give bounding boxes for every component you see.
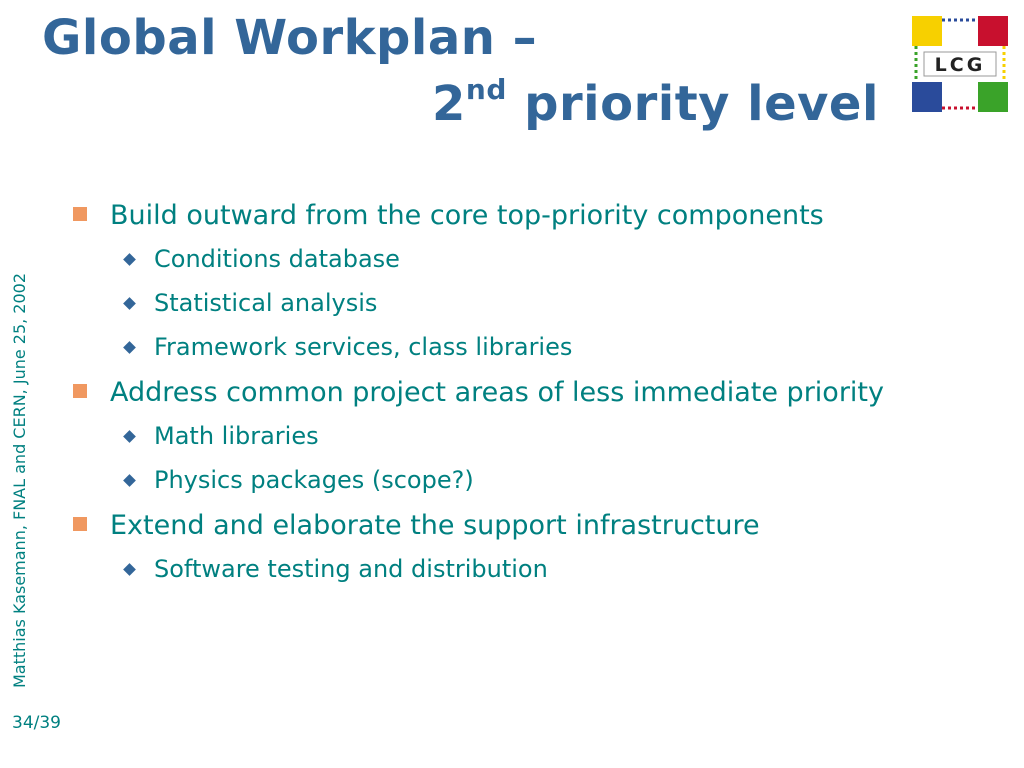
sub-bullet-text: Framework services, class libraries	[154, 333, 573, 361]
bullet-item	[70, 196, 970, 235]
sub-bullet-text: Physics packages (scope?)	[154, 466, 474, 494]
sub-bullet-text: Statistical analysis	[154, 289, 378, 317]
square-bullet-icon	[73, 384, 87, 398]
sub-bullet-item	[70, 237, 970, 281]
slide-title-line1	[42, 6, 537, 70]
diamond-bullet-icon	[123, 430, 136, 443]
lcg-logo	[912, 16, 1008, 112]
sub-bullet-text: Software testing and distribution	[154, 555, 548, 583]
bullet-text: Build outward from the core top-priority components	[110, 200, 824, 231]
logo-square-red	[978, 16, 1008, 46]
logo-square-green	[978, 82, 1008, 112]
title-line1-text: Global Workplan –	[42, 10, 538, 66]
sub-bullet-item	[70, 458, 970, 502]
sub-bullet-item	[70, 281, 970, 325]
slide-title-line2	[432, 64, 879, 134]
logo-text: LCG	[934, 54, 986, 76]
diamond-bullet-icon	[123, 563, 136, 576]
sub-bullet-text: Conditions database	[154, 245, 400, 273]
page-number: 34/39	[12, 713, 61, 733]
square-bullet-icon	[73, 517, 87, 531]
square-bullet-icon	[73, 207, 87, 221]
title-line2-suffix: priority level	[506, 76, 879, 132]
logo-square-yellow	[912, 16, 942, 46]
sub-bullet-text: Math libraries	[154, 422, 319, 450]
bullet-text: Address common project areas of less immediate priority	[110, 377, 884, 408]
sub-bullet-item	[70, 414, 970, 458]
diamond-bullet-icon	[123, 341, 136, 354]
bullet-list	[70, 196, 970, 591]
author-footer: Matthias Kasemann, FNAL and CERN, June 25, 2002	[10, 272, 29, 688]
logo-square-blue	[912, 82, 942, 112]
bullet-item	[70, 506, 970, 545]
diamond-bullet-icon	[123, 253, 136, 266]
diamond-bullet-icon	[123, 297, 136, 310]
diamond-bullet-icon	[123, 474, 136, 487]
sub-bullet-item	[70, 547, 970, 591]
bullet-item	[70, 373, 930, 412]
title-superscript: nd	[465, 73, 507, 106]
bullet-text: Extend and elaborate the support infrastructure	[110, 510, 760, 541]
title-line2-prefix: 2	[432, 76, 466, 132]
sub-bullet-item	[70, 325, 970, 369]
